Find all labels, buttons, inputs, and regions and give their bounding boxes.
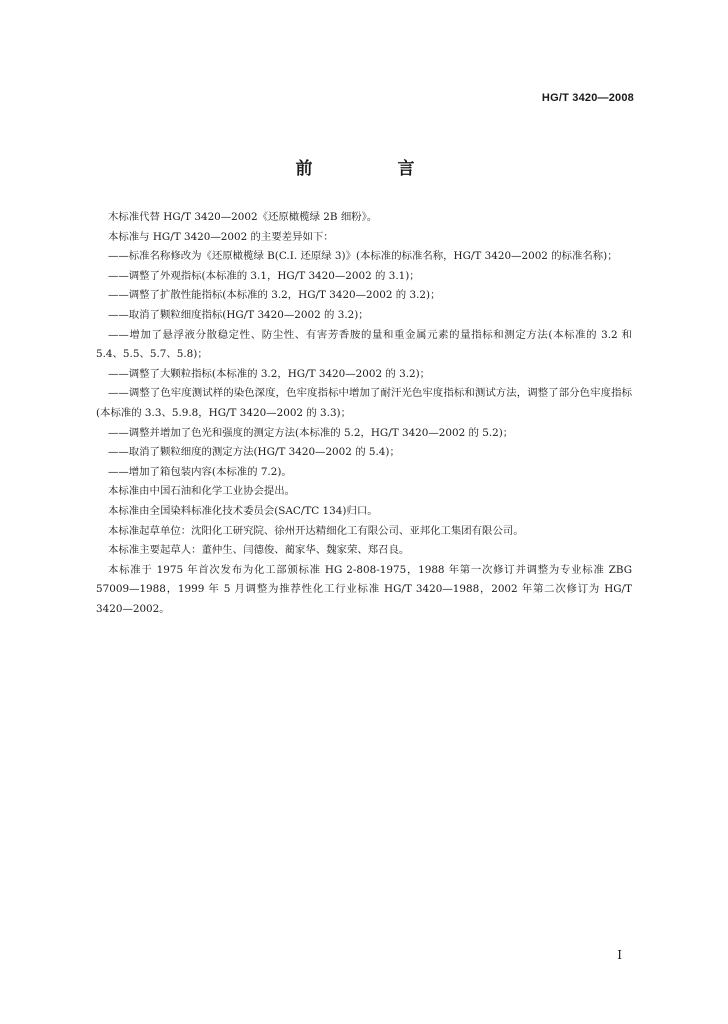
paragraph-replacement: 木标准代替 HG/T 3420—2002《还原橄榄绿 2B 细粉》。 xyxy=(108,211,378,223)
list-item: ——调整了扩散性能指标(本标准的 3.2，HG/T 3420—2002 的 3.2)； xyxy=(108,289,441,302)
list-item: ——增加了悬浮液分散稳定性、防尘性、有害芳香胺的量和重金属元素的量指标和测定方法(本标准的 3.2 和 5.4、5.5、5.7、5.8)； xyxy=(96,328,632,361)
list-item: ——取消了颗粒细度指标(HG/T 3420—2002 的 3.2)； xyxy=(108,308,369,321)
document-code: HG/T 3420—2008 xyxy=(541,92,634,104)
list-item: ——增加了箱包装内容(本标准的 7.2)。 xyxy=(108,465,292,478)
list-item: ——调整了外观指标(本标准的 3.1，HG/T 3420—2002 的 3.1)； xyxy=(108,269,420,282)
list-item: ——标准名称修改为《还原橄榄绿 B(C.I. 还原绿 3)》(本标准的标准名称，HG/T 3420—2002 的标准名称)； xyxy=(108,250,618,263)
paragraph-drafting-units: 本标准起草单位：沈阳化工研究院、徐州开达精细化工有限公司、亚邦化工集团有限公司。 xyxy=(108,524,524,537)
list-item: ——调整了色牢度测试样的染色深度，色牢度指标中增加了耐汗光色牢度指标和测试方法，调整了部分色牢度指标(本标准的 3.3、5.9.8，HG/T 3420—2002 的 3.3)； xyxy=(96,387,632,419)
page-title: 前 言 xyxy=(295,159,449,179)
foreword-body xyxy=(96,208,632,619)
list-item: ——调整并增加了色光和强度的测定方法(本标准的 5.2，HG/T 3420—2002 的 5.2)； xyxy=(108,426,514,439)
paragraph-history: 本标准于 1975 年首次发布为化工部颁标准 HG 2-808-1975，1988 年第一次修订并调整为专业标准 ZBG 57009—1988，1999 年 5 月调整为推荐性化工行业标准 HG/T 3420—1988，2002 年第二次修订为 HG/T 3420—2002。 xyxy=(96,563,632,615)
paragraph-drafters: 本标准主要起草人：董仲生、闫德俊、蔺家华、魏家荣、郑召良。 xyxy=(108,544,410,557)
paragraph-differences-intro: 本标准与 HG/T 3420—2002 的主要差异如下： xyxy=(108,230,334,243)
paragraph-proposer: 本标准由中国石油和化学工业协会提出。 xyxy=(108,485,296,498)
list-item: ——取消了颗粒细度的测定方法(HG/T 3420—2002 的 5.4)； xyxy=(108,446,400,459)
page-number: I xyxy=(617,948,622,962)
list-item: ——调整了大颗粒指标(本标准的 3.2，HG/T 3420—2002 的 3.2)； xyxy=(108,367,431,380)
paragraph-committee: 本标准由全国染料标准化技术委员会(SAC/TC 134)归口。 xyxy=(108,504,378,517)
